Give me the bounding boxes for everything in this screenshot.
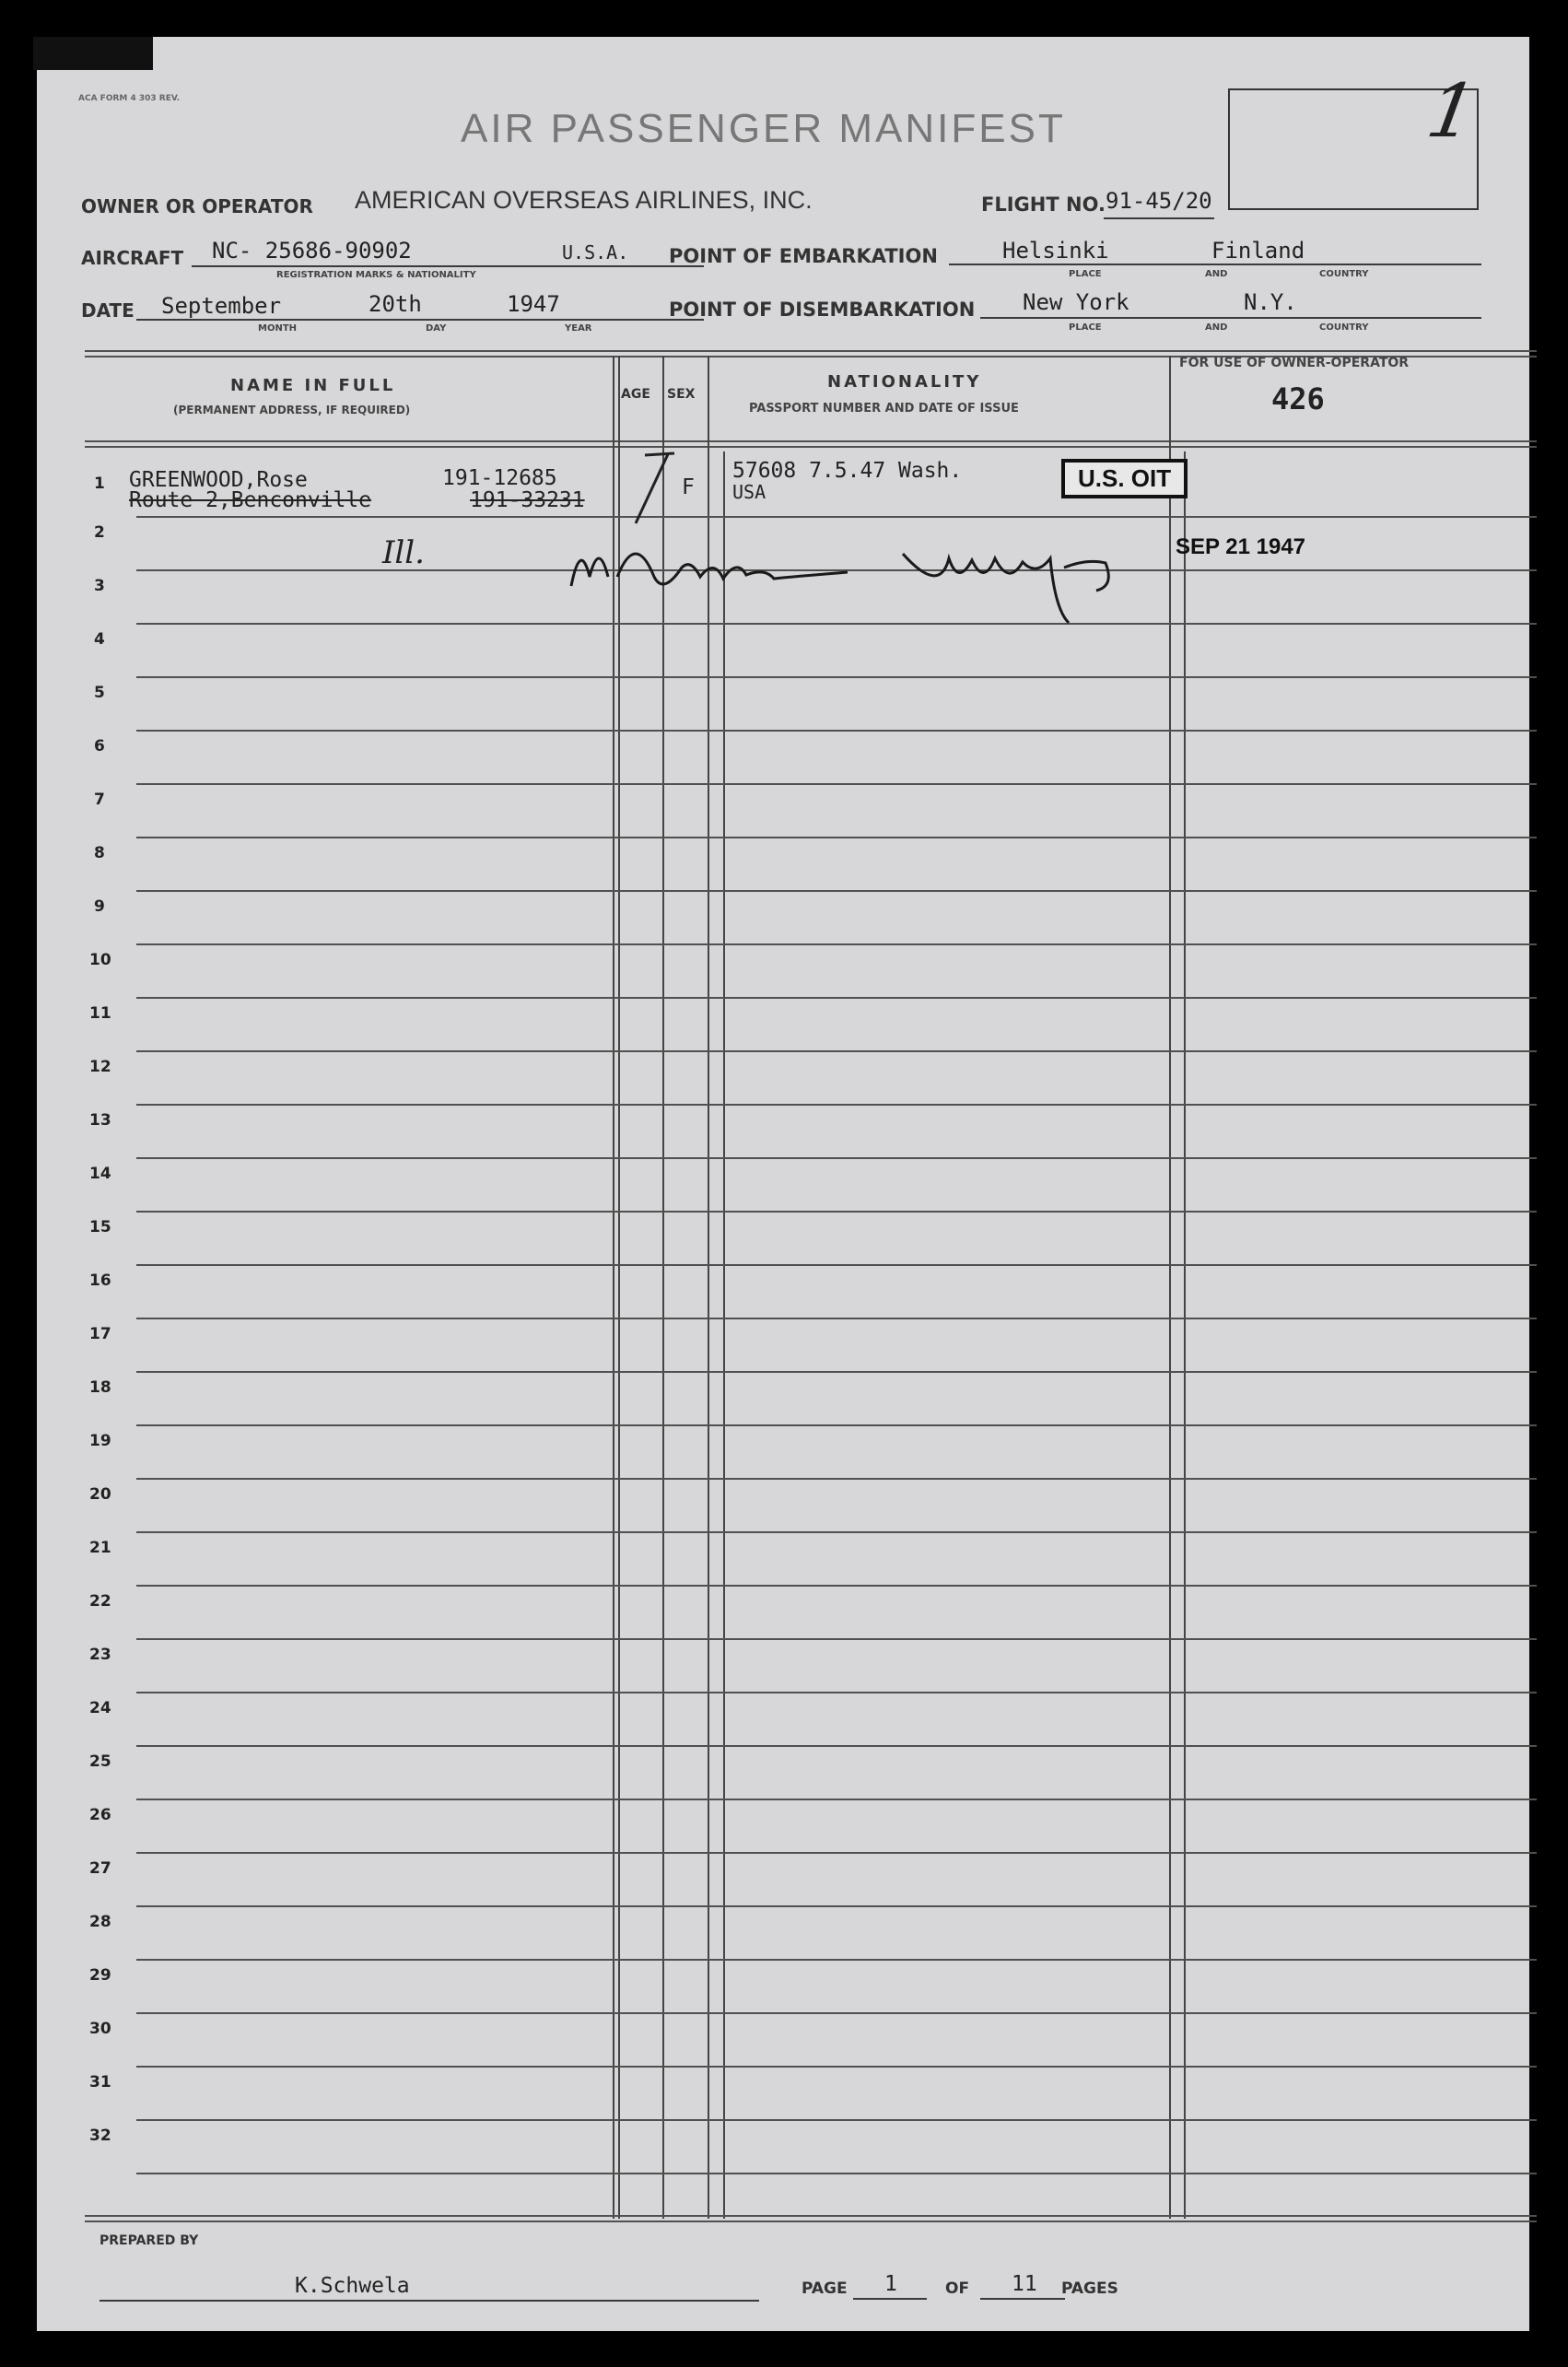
row-number: 17 [89, 1325, 111, 1343]
row-number: 16 [89, 1271, 111, 1290]
stamp-date: SEP 21 1947 [1176, 534, 1306, 559]
caption-year: YEAR [565, 323, 592, 334]
embarkation-place: Helsinki [1002, 238, 1109, 264]
pages-label: PAGES [1061, 2279, 1118, 2298]
row2-note: Ill. [382, 534, 425, 571]
row-number: 29 [89, 1966, 111, 1985]
embarkation-label: POINT OF EMBARKATION [669, 245, 938, 267]
row-number: 14 [89, 1165, 111, 1183]
row-number: 23 [89, 1646, 111, 1664]
page-title: AIR PASSENGER MANIFEST [461, 106, 1066, 151]
row-number: 20 [89, 1485, 111, 1504]
row-number: 21 [89, 1539, 111, 1557]
row-number: 7 [94, 791, 105, 809]
owner-label: OWNER OR OPERATOR [81, 195, 313, 217]
prepared-by-label: PREPARED BY [99, 2233, 199, 2248]
aircraft-caption: REGISTRATION MARKS & NATIONALITY [276, 270, 476, 280]
row-number: 8 [94, 844, 105, 862]
row-number: 30 [89, 2020, 111, 2038]
us-oit-stamp: U.S. OIT [1061, 459, 1188, 498]
row-number: 2 [94, 523, 105, 542]
caption-and: AND [1205, 269, 1228, 279]
passenger-passport: 57608 7.5.47 Wash. [732, 459, 963, 483]
row-number: 24 [89, 1699, 111, 1717]
check-mark-icon [626, 450, 682, 533]
row-number: 22 [89, 1592, 111, 1611]
date-label: DATE [81, 299, 135, 322]
disembarkation-label: POINT OF DISEMBARKATION [669, 299, 976, 321]
row-number: 3 [94, 577, 105, 595]
aircraft-label: AIRCRAFT [81, 247, 184, 269]
row-number: 31 [89, 2073, 111, 2092]
column-header-age: AGE [621, 387, 650, 402]
passenger-sex: F [682, 475, 695, 499]
row-number: 18 [89, 1378, 111, 1397]
prepared-by-value: K.Schwela [295, 2274, 410, 2298]
column-header-nationality: NATIONALITY [827, 372, 982, 392]
row-number: 9 [94, 897, 105, 916]
passenger-nationality: USA [732, 481, 766, 503]
embarkation-country: Finland [1211, 238, 1305, 264]
owner-use-number: 426 [1271, 381, 1325, 416]
caption-and-2: AND [1205, 322, 1228, 333]
row-number: 25 [89, 1752, 111, 1771]
row-number: 5 [94, 684, 105, 702]
aircraft-nationality: U.S.A. [562, 241, 629, 264]
row-number: 6 [94, 737, 105, 756]
passenger-address: Route 2,Benconville [129, 488, 372, 512]
aircraft-value: NC- 25686-90902 [212, 238, 412, 264]
caption-place-2: PLACE [1069, 322, 1102, 333]
date-month: September [161, 293, 282, 319]
of-label: OF [945, 2279, 970, 2298]
manifest-page [37, 37, 1529, 2331]
passenger-id-2: 191-33231 [470, 488, 585, 512]
corner-mark: 1 [1412, 68, 1491, 154]
row-number: 4 [94, 630, 105, 649]
flight-value: 91-45/20 [1106, 188, 1212, 214]
caption-day: DAY [426, 323, 447, 334]
disembarkation-state: N.Y. [1244, 289, 1297, 315]
date-day: 20th [369, 291, 422, 317]
row-number: 11 [89, 1004, 111, 1023]
form-number: ACA FORM 4 303 REV. [78, 94, 181, 103]
row-number: 28 [89, 1913, 111, 1931]
row-number: 26 [89, 1806, 111, 1824]
tape-mark [33, 37, 153, 70]
row-number: 10 [89, 951, 111, 969]
row-number: 1 [94, 475, 105, 493]
passenger-id-1: 191-12685 [442, 466, 557, 490]
column-header-name: NAME IN FULL [230, 376, 396, 395]
page-label: PAGE [802, 2279, 848, 2298]
inspector-signature [553, 521, 1161, 632]
passenger-name: GREENWOOD,Rose [129, 468, 308, 492]
date-year: 1947 [507, 291, 560, 317]
column-header-nationality-sub: PASSPORT NUMBER AND DATE OF ISSUE [749, 402, 1019, 416]
row-number: 12 [89, 1058, 111, 1076]
total-pages: 11 [1012, 2272, 1037, 2296]
disembarkation-place: New York [1023, 289, 1129, 315]
caption-country-2: COUNTRY [1319, 322, 1369, 333]
caption-month: MONTH [258, 323, 298, 334]
row-number: 27 [89, 1859, 111, 1878]
row-number: 19 [89, 1432, 111, 1450]
row-number: 32 [89, 2127, 111, 2145]
column-header-sex: SEX [667, 387, 696, 402]
column-header-owner-use: FOR USE OF OWNER-OPERATOR [1179, 356, 1410, 370]
owner-value: AMERICAN OVERSEAS AIRLINES, INC. [355, 186, 813, 214]
caption-place: PLACE [1069, 269, 1102, 279]
column-header-name-sub: (PERMANENT ADDRESS, IF REQUIRED) [173, 404, 411, 416]
row-number: 15 [89, 1218, 111, 1236]
flight-label: FLIGHT NO. [981, 193, 1106, 216]
page-number: 1 [884, 2272, 897, 2296]
caption-country: COUNTRY [1319, 269, 1369, 279]
row-number: 13 [89, 1111, 111, 1130]
